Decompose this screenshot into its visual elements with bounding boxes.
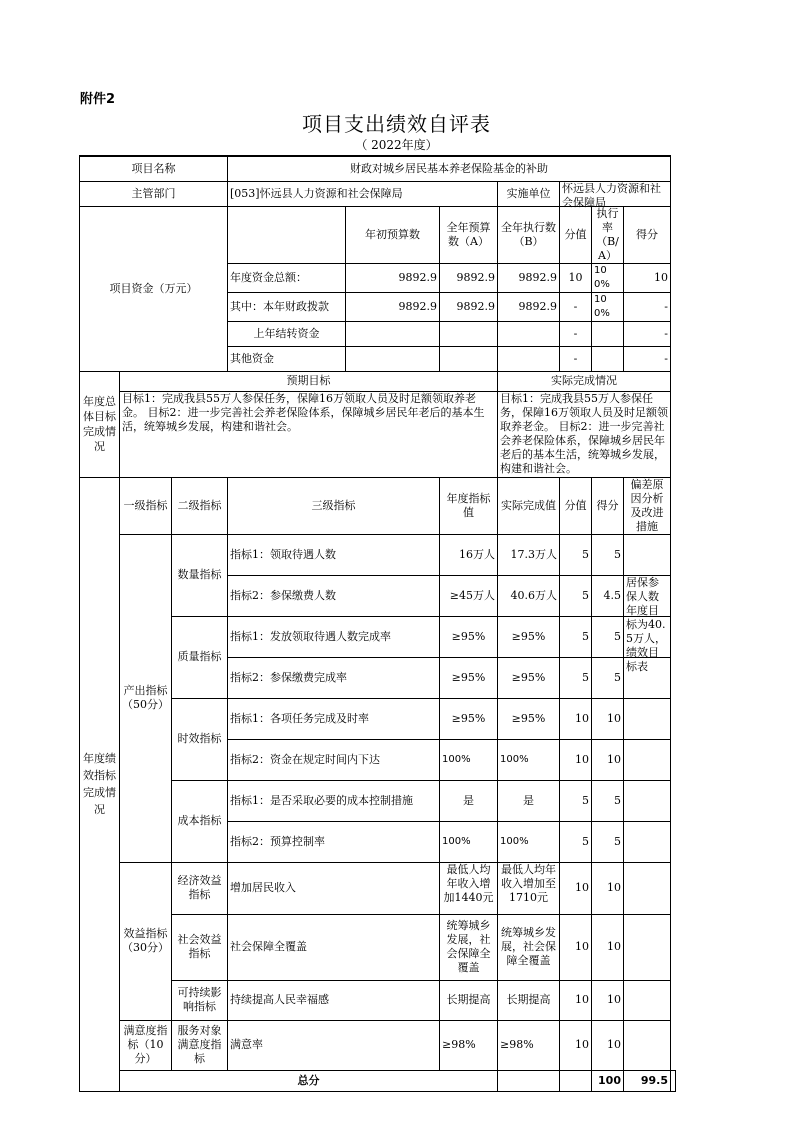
indicator-got: 10 [592,980,624,1020]
funds-row-label: 年度资金总额： [228,263,346,292]
total-got: 99.5 [624,1070,671,1091]
indicator-score: 5 [560,821,592,862]
indicator-got: 4.5 [592,575,624,616]
funds-row-got: 10 [624,263,671,292]
indicators-section-label: 年度绩效指标完成情况 [80,477,120,1091]
indicator-target: 16万人 [440,534,498,575]
indicator-name: 指标2：预算控制率 [228,821,440,862]
header-l2: 二级指标 [172,477,228,534]
dept-label: 主管部门 [80,181,228,206]
indicator-got: 5 [592,657,624,698]
funds-row-initial: 9892.9 [346,292,440,321]
economic-label: 经济效益指标 [172,862,228,914]
funds-row-got: - [624,321,671,346]
total-blank-2 [560,1070,592,1091]
indicator-score: 10 [560,698,592,739]
indicator-target: 100% [440,821,498,862]
indicator-dev [624,739,671,780]
funds-header-initial: 年初预算数 [346,206,440,263]
self-evaluation-table [79,155,676,1092]
indicator-score: 5 [560,780,592,821]
indicator-got: 5 [592,534,624,575]
funds-row-rate [592,321,624,346]
indicator-score: 10 [560,862,592,914]
indicator-got: 5 [592,780,624,821]
indicator-target: ≥45万人 [440,575,498,616]
header-dev: 偏差原因分析及改进措施 [624,477,671,534]
header-actual: 实际完成值 [498,477,560,534]
header-got: 得分 [592,477,624,534]
benefit-indicators-label: 效益指标（30分） [120,862,172,1020]
total-label: 总分 [120,1070,498,1091]
indicator-dev [624,780,671,821]
indicator-score: 5 [560,575,592,616]
funds-row-rate [592,346,624,371]
funds-row-annual [440,321,498,346]
funds-header-score: 分值 [560,206,592,263]
satisfaction-indicators-label: 满意度指标（10分） [120,1020,172,1070]
indicator-name: 增加居民收入 [228,862,440,914]
funds-header-exec: 全年执行数（B） [498,206,560,263]
indicator-score: 10 [560,739,592,780]
funds-row-annual: 9892.9 [440,263,498,292]
page-title: 项目支出绩效自评表 [302,112,491,136]
indicator-actual: 最低人均年收入增加至1710元 [501,862,556,904]
header-score: 分值 [560,477,592,534]
impl-value: 怀远县人力资源和社会保障局 [562,181,661,209]
indicator-got: 10 [592,862,624,914]
actual-goal-text: 目标1：完成我县55万人参保任务，保障16万领取人员及时足额领取养老金。 目标2：进一步完善社会养老保险体系，保障城乡居民年老后的基本生活，统筹城乡发展，构建和谐社会。 [498,391,671,477]
funds-label: 项目资金（万元） [80,206,228,371]
funds-row-annual: 9892.9 [440,292,498,321]
quality-label: 质量指标 [172,616,228,698]
indicator-got: 10 [592,739,624,780]
impl-label: 实施单位 [498,181,560,206]
indicator-name: 指标2：参保缴费完成率 [228,657,440,698]
social-label: 社会效益指标 [172,914,228,980]
indicator-target: 最低人均年收入增加1440元 [443,862,494,904]
indicator-dev [624,1020,671,1070]
sustainable-label: 可持续影响指标 [172,980,228,1020]
indicator-score: 10 [560,914,592,980]
indicator-got: 10 [592,1020,624,1070]
dept-value: [053]怀远县人力资源和社会保障局 [228,181,498,206]
indicator-got: 10 [592,914,624,980]
cost-label: 成本指标 [172,780,228,862]
indicator-name: 指标2：资金在规定时间内下达 [228,739,440,780]
total-blank-1 [498,1070,560,1091]
funds-header-rate: 执行率（B/A） [592,206,624,263]
indicator-score: 5 [560,657,592,698]
indicator-got: 5 [592,616,624,657]
indicator-target: ≥95% [440,616,498,657]
year-label: （ 2022年度） [355,138,438,152]
indicator-score: 10 [560,980,592,1020]
funds-row-rate: 100% [592,263,624,292]
funds-row-score: - [560,292,592,321]
indicator-dev [624,821,671,862]
indicator-target: ≥95% [440,698,498,739]
indicator-name: 指标1：各项任务完成及时率 [228,698,440,739]
expected-goal-text: 目标1：完成我县55万人参保任务，保障16万领取人员及时足额领取养老金。 目标2：进一步完善社会养老保险体系，保障城乡居民年老后的基本生活，统筹城乡发展，构建和谐社会。 [120,391,498,477]
indicator-dev [624,698,671,739]
header-l1: 一级指标 [120,477,172,534]
funds-row-score: - [560,321,592,346]
indicator-actual: 40.6万人 [498,575,560,616]
indicator-got: 5 [592,821,624,862]
indicator-name: 社会保障全覆盖 [228,914,440,980]
indicator-dev [624,862,671,914]
indicator-actual: ≥95% [498,698,560,739]
funds-row-initial: 9892.9 [346,263,440,292]
funds-row-initial [346,321,440,346]
indicator-name: 指标1：发放领取待遇人数完成率 [228,616,440,657]
indicator-name: 满意率 [228,1020,440,1070]
actual-goal-header: 实际完成情况 [498,371,671,391]
funds-header-blank [228,206,346,263]
quantity-label: 数量指标 [172,534,228,616]
project-name-label: 项目名称 [80,156,228,181]
indicator-dev [624,980,671,1020]
indicator-name: 指标2：参保缴费人数 [228,575,440,616]
indicator-got: 10 [592,698,624,739]
funds-header-annual: 全年预算数（A） [440,206,498,263]
indicator-actual: ≥95% [498,657,560,698]
header-target: 年度指标值 [440,477,498,534]
indicator-dev [624,914,671,980]
output-indicators-label: 产出指标（50分） [120,534,172,862]
header-l3: 三级指标 [228,477,440,534]
service-label: 服务对象满意度指标 [172,1020,228,1070]
indicator-target: 长期提高 [440,980,498,1020]
goals-label: 年度总体目标完成情况 [80,371,120,477]
funds-row-exec: 9892.9 [498,292,560,321]
total-score: 100 [592,1070,624,1091]
funds-row-exec [498,321,560,346]
funds-row-score: 10 [560,263,592,292]
indicator-score: 10 [560,1020,592,1070]
indicator-actual: 100% [498,821,560,862]
indicator-dev: 居保参保人数年度目标为40.5万人，绩效目标表 [626,575,666,673]
funds-row-exec: 9892.9 [498,263,560,292]
indicator-name: 指标1：领取待遇人数 [228,534,440,575]
indicator-actual: 是 [498,780,560,821]
expected-goal-header: 预期目标 [120,371,498,391]
indicator-actual: 统筹城乡发展，社会保障全覆盖 [498,914,560,980]
attachment-label: 附件2 [80,92,116,107]
indicator-target: 100% [440,739,498,780]
indicator-target: ≥98% [440,1020,498,1070]
indicator-target: ≥95% [440,657,498,698]
indicator-target: 是 [440,780,498,821]
funds-row-initial [346,346,440,371]
indicator-actual: 100% [498,739,560,780]
project-name: 财政对城乡居民基本养老保险基金的补助 [228,156,671,181]
funds-row-label: 上年结转资金 [228,321,346,346]
timeliness-label: 时效指标 [172,698,228,780]
indicator-score: 5 [560,534,592,575]
funds-row-got: - [624,292,671,321]
funds-row-exec [498,346,560,371]
total-blank-3 [671,1070,676,1091]
indicator-name: 持续提高人民幸福感 [228,980,440,1020]
funds-row-got: - [624,346,671,371]
funds-header-got: 得分 [624,206,671,263]
indicator-actual: ≥95% [498,616,560,657]
funds-row-rate: 100% [592,292,624,321]
indicator-name: 指标1：是否采取必要的成本控制措施 [228,780,440,821]
funds-row-label: 其他资金 [228,346,346,371]
indicator-target: 统筹城乡发展，社会保障全覆盖 [440,914,498,980]
funds-row-annual [440,346,498,371]
indicator-actual: ≥98% [498,1020,560,1070]
indicator-dev [624,534,671,575]
indicator-score: 5 [560,616,592,657]
indicator-actual: 长期提高 [498,980,560,1020]
funds-row-score: - [560,346,592,371]
funds-row-label: 其中：本年财政拨款 [228,292,346,321]
indicator-actual: 17.3万人 [498,534,560,575]
